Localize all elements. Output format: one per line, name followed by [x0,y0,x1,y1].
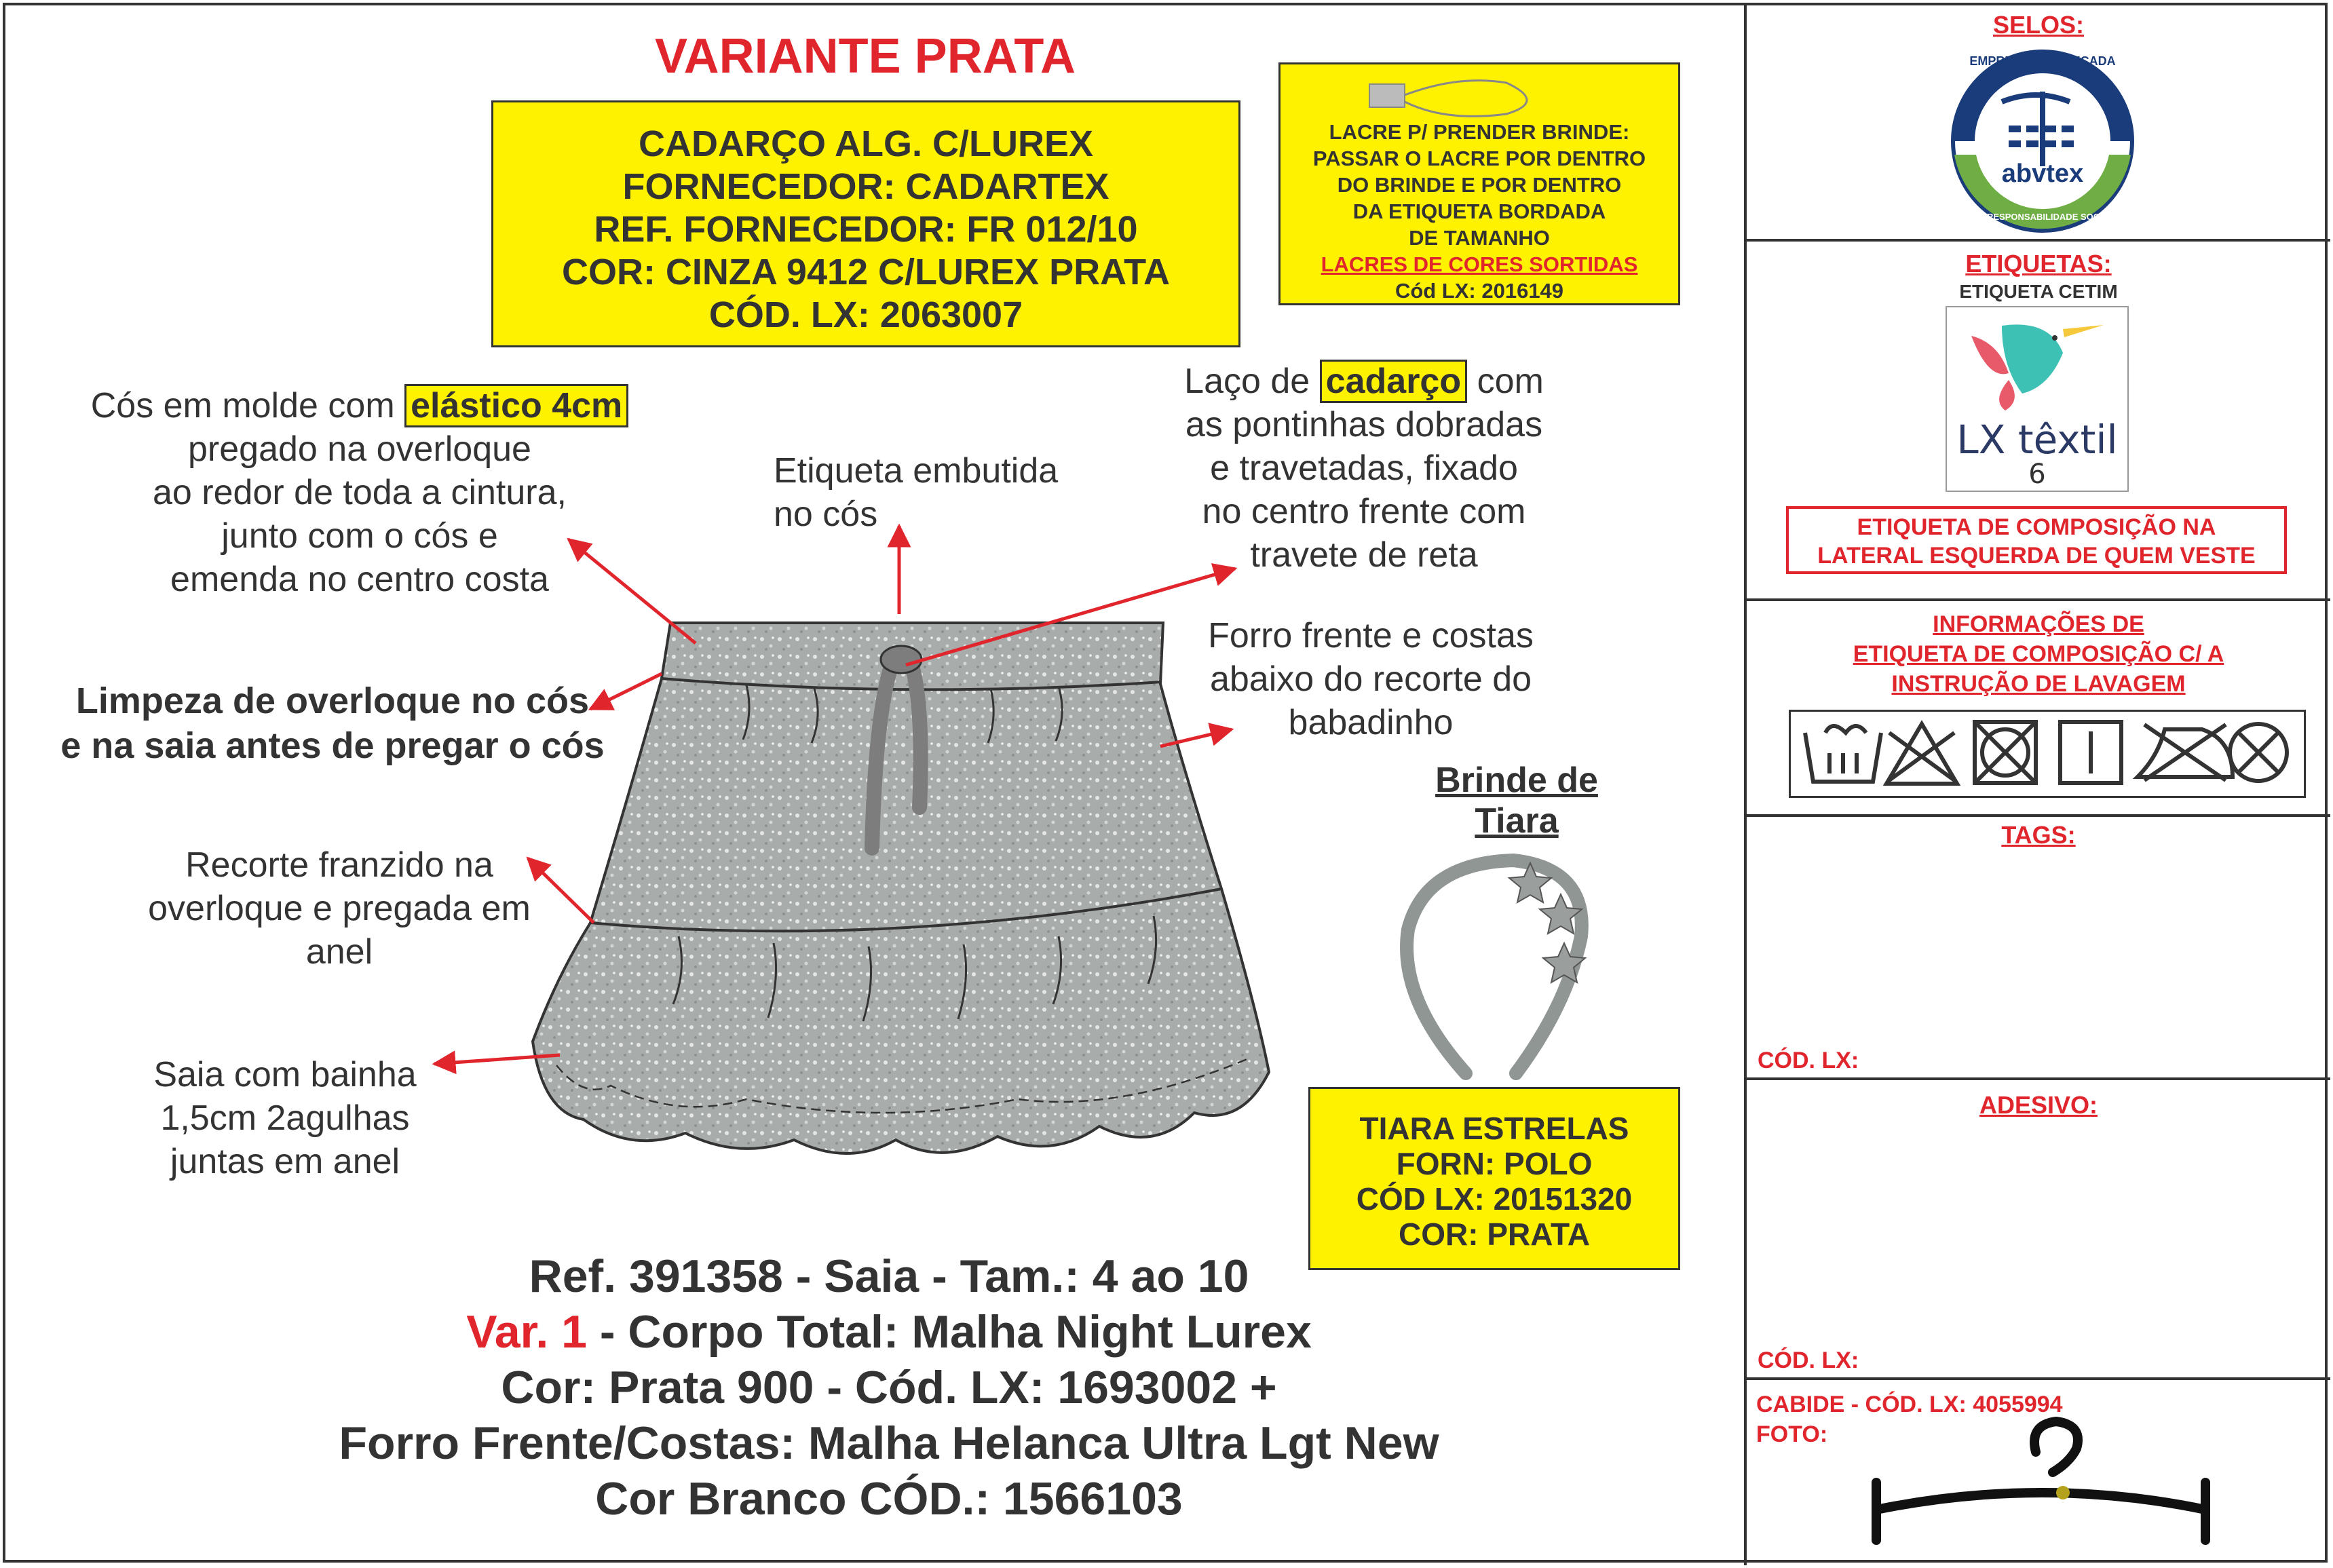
tiara-line-2: FORN: POLO [1396,1146,1593,1181]
info-l1: INFORMAÇÕES DE [1933,611,2144,637]
tags-cod-label: CÓD. LX: [1758,1048,1859,1073]
etiquetas-title: ETIQUETAS: [1965,250,2112,278]
note-brinde-l1: Brinde de [1435,761,1598,800]
note-cos-text: Cós em molde com [90,386,405,425]
lacre-line-2: PASSAR O LACRE POR DENTRO [1312,147,1646,170]
note-forro-l3: babadinho [1288,703,1454,742]
cadarco-line-2: FORNECEDOR: CADARTEX [622,166,1109,207]
lx-size-text: 6 [2028,459,2046,490]
lacre-line-5: DE TAMANHO [1409,226,1550,250]
tiara-line-3: CÓD LX: 20151320 [1356,1181,1633,1217]
lx-brand-text: LX têxtil [1956,417,2118,463]
note-cos-highlight: elástico 4cm [404,384,628,427]
lacre-line-6: LACRES DE CORES SORTIDAS [1321,252,1638,276]
product-line-4: Forro Frente/Costas: Malha Helanca Ultra Lgt New [339,1417,1439,1469]
tiara-line-1: TIARA ESTRELAS [1359,1111,1629,1146]
care-symbols-box [1789,710,2306,798]
foto-label: FOTO: [1756,1421,1828,1447]
product-line-5: Cor Branco CÓD.: 1566103 [595,1473,1183,1525]
note-cos-l3: ao redor de toda a cintura, [153,473,567,512]
note-saia-l3: juntas em anel [170,1142,400,1181]
note-laco-l3: e travetadas, fixado [1210,448,1518,488]
composicao-l1: ETIQUETA DE COMPOSIÇÃO NA [1857,514,2216,540]
note-cos-l5: emenda no centro costa [170,560,549,599]
note-cos-l4: junto com o cós e [221,516,498,556]
info-lavagem [1747,609,2330,699]
note-saia-l1: Saia com bainha [153,1055,417,1094]
note-cos-l2: pregado na overloque [188,429,531,469]
note-laco-l5: travete de reta [1250,535,1478,575]
seal-brand: abvtex [2001,159,2084,188]
composicao-l2: LATERAL ESQUERDA DE QUEM VESTE [1817,543,2256,569]
note-brinde-l2: Tiara [1475,801,1559,841]
skirt-body [533,623,1269,1153]
note-limpeza-l2: e na saia antes de pregar o cós [60,725,605,766]
page-title: VARIANTE PRATA [655,29,1076,83]
etiqueta-cetim-label: ETIQUETA CETIM [1959,281,2118,302]
tiara-line-4: COR: PRATA [1399,1217,1590,1252]
note-laco-a: Laço de [1184,362,1320,401]
drawcord-knot [881,646,922,673]
lacre-line-1: LACRE P/ PRENDER BRINDE: [1329,120,1630,144]
note-saia-l2: 1,5cm 2agulhas [160,1098,410,1138]
note-laco-b: com [1467,362,1544,401]
note-etiqueta-l1: Etiqueta embutida [774,451,1059,491]
note-laco-l4: no centro frente com [1202,492,1526,531]
selos-title: SELOS: [1992,11,2084,39]
note-recorte-l3: anel [305,932,373,972]
note-recorte-l1: Recorte franzido na [185,845,493,885]
composicao-box [1786,506,2287,574]
cabide-section [1756,1390,2063,1449]
product-line-2: - Corpo Total: Malha Night Lurex [586,1306,1312,1358]
seal-top-text: EMPRESA CERTIFICADA [1969,54,2116,68]
info-l2: ETIQUETA DE COMPOSIÇÃO C/ A [1853,641,2224,667]
note-forro-l1: Forro frente e costas [1208,616,1534,655]
product-line-3: Cor: Prata 900 - Cód. LX: 1693002 + [501,1362,1277,1413]
abvtex-seal [1953,52,2132,231]
note-recorte-l2: overloque e pregada em [148,889,531,928]
lacre-line-7: Cód LX: 2016149 [1395,279,1564,303]
adesivo-cod-label: CÓD. LX: [1758,1347,1859,1373]
lacre-tag-drawing [1369,81,1527,117]
skirt-drawing [533,623,1269,1153]
cadarco-line-4: COR: CINZA 9412 C/LUREX PRATA [561,252,1171,292]
tiara-drawing [1407,860,1585,1073]
product-line-1: Ref. 391358 - Saia - Tam.: 4 ao 10 [529,1250,1249,1302]
lacre-line-4: DA ETIQUETA BORDADA [1352,199,1606,223]
cadarco-line-3: REF. FORNECEDOR: FR 012/10 [594,209,1138,250]
product-variant: Var. 1 [466,1306,587,1358]
info-l3: INSTRUÇÃO DE LAVAGEM [1891,671,2186,697]
seal-bottom-text: EM RESPONSABILIDADE SOCIAL [1971,212,2114,222]
cadarco-line-1: CADARÇO ALG. C/LUREX [639,123,1093,164]
adesivo-title: ADESIVO: [1979,1091,2098,1119]
note-laco-l2: as pontinhas dobradas [1185,405,1543,444]
note-laco-highlight: cadarço [1320,360,1467,403]
note-forro-l2: abaixo do recorte do [1209,659,1532,699]
tags-title: TAGS: [2001,821,2076,849]
cabide-label: CABIDE - CÓD. LX: 4055994 [1756,1392,2063,1417]
note-etiqueta-l2: no cós [774,495,878,534]
note-limpeza-l1: Limpeza de overloque no cós [75,681,590,721]
lacre-line-3: DO BRINDE E POR DENTRO [1337,173,1622,197]
cadarco-line-5: CÓD. LX: 2063007 [708,294,1023,335]
